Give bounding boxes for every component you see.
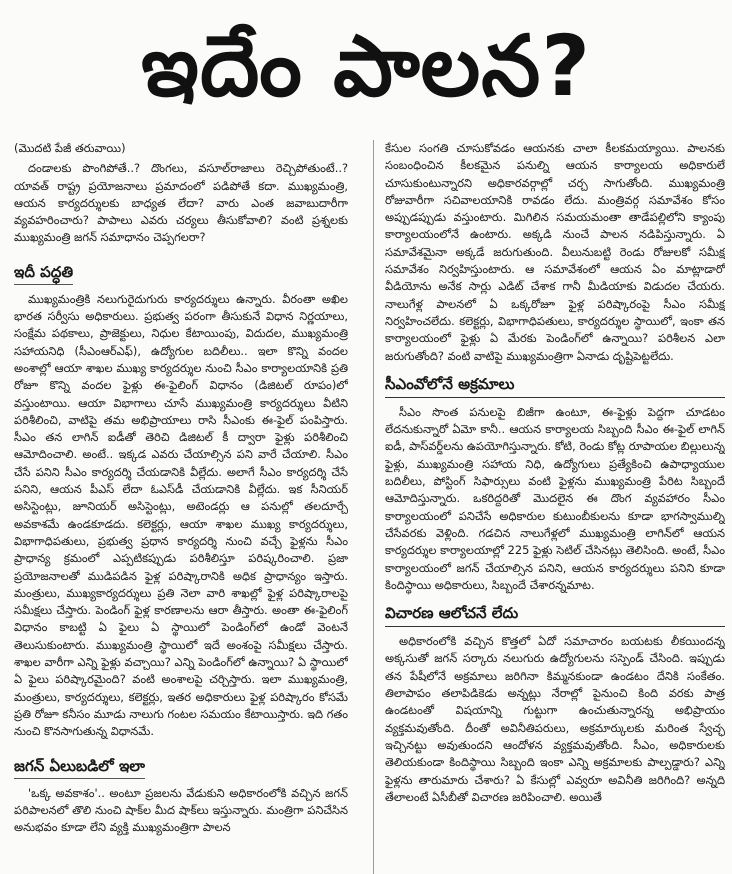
left-column (14, 140, 348, 874)
cmo-irregularities-paragraph: సీఎం సొంత పనులపై బిజీగా ఉంటూ, ఈ-ఫైళ్లు పెద్దగా చూడటం లేదనుకున్నారో ఏమో కానీ.. ఆయన కార్యాలయ సిబ్బంది సీఎం ఈ-ఫైల్ లాగిన్ ఐడీ, పాస్‌వర్డ్‌లను ఉపయోగిస్తున్నారు. కోటి, రెండు కోట్ల రూపాయల బిల్లులున్న ఫైళ్లు, ముఖ్యమంత్రి సహాయ నిధి, ఉద్యోగులు ప్రత్యేకించి ఉపాధ్యాయుల బదిలీలు, పోస్టింగ్ సిఫార్సులు వంటి ఫైళ్లను ముఖ్యమంత్రి పేరిట సిబ్బందే ఆమోదిస్తున్నారు. ఒకరిద్దరితో మొదలైన ఈ దొంగ వ్యవహారం సీఎం కార్యాలయంలో పనిచేసే అధికారుల కుటుంబీకులను కూడా భాగస్వాముల్ని చేసేవరకు వెళ్లింది. గడచిన నాలుగేళ్లలో ముఖ్యమంత్రి లాగిన్‌లో ఆయన కార్యదర్శుల కార్యాలయాల్లో 225 ఫైళ్లు సెటిల్ చేసినట్లు తెలిసింది. అంటే, సీఎం కార్యాలయంలో జగన్ చేయాల్సిన పనిని, ఆయన కార్యదర్శులు పనిని కూడా కిందిస్థాయి అధికారులు, సిబ్బందే చేశారన్నమాట. (385, 404, 725, 592)
section-heading-method: ఇదీ పద్ధతి (14, 261, 73, 285)
intro-paragraph: దండాలకు పొంగిపోతే..? దొంగలు, వసూల్‌రాజాలు రెచ్చిపోతుంటే..? యావత్ రాష్ట్ర ప్రయోజనాలు ప్రమాదంలో పడిపోతే కదా. ముఖ్యమంత్రి, ఆయన కార్యదర్శులకు బాధ్యత లేదా? వారు ఎంత జవాబుదారీగా వ్యవహరించారు? పాపాలు ఎవరు చర్యలు తీసుకోవాలి? వంటి ప్రశ్నలకు ముఖ్యమంత్రి జగన్ సమాధానం చెప్పగలరా? (14, 161, 348, 245)
section-heading-cmo-irregularities: సీఎంవోలోనే అక్రమాలు (385, 373, 725, 398)
headline: ఇదేం పాలన? (141, 17, 591, 115)
section-heading-no-inquiry: విచారణ ఆలోచనే లేదు (385, 602, 725, 627)
right-column (385, 140, 725, 874)
column-divider (373, 140, 374, 874)
jagan-rule-paragraph: 'ఒక్క అవకాశం'.. అంటూ ప్రజలను వేడుకుని అధికారంలోకి వచ్చిన జగన్ పరిపాలనలో తొలి నుంచి షాక్‌ల మీద షాక్‌లు ఇస్తున్నారు. మంత్రిగా పనిచేసిన అనుభవం కూడా లేని వ్యక్తి ముఖ్యమంత్రిగా పాలన (14, 785, 348, 835)
section-heading-jagan-rule: జగన్ ఏలుబడిలో ఇలా (14, 755, 145, 779)
continuation-note: (మొదటి పేజీ తరువాయి) (14, 141, 126, 155)
right-paragraph-1: కేసుల సంగతి చూసుకోవడం ఆయనకు చాలా కీలకమయ్యాయి. పాలనకు సంబంధించిన కీలకమైన పనుల్ని ఆయన కార్యాలయ అధికారులే చూసుకుంటున్నారని అధికారవర్గాల్లో చర్చ సాగుతోంది. ముఖ్యమంత్రి రోజువారీగా సచివాలయానికి రావడం లేదు. మంత్రివర్గ సమావేశం కోసం అప్పుడప్పుడు వస్తుంటారు. మిగిలిన సమయమంతా తాడేపల్లిలోని క్యాంపు కార్యాలయంలోనే ఉంటారు. అక్కడి నుంచే పాలన నడిపిస్తున్నారు. ఏ సమావేశమైనా అక్కడే జరుగుతుంది. వీలునుబట్టి రెండు రోజులకో సమీక్ష సమావేశం నిర్వహిస్తుంటారు. ఆ సమావేశంలో ఆయన ఏం మాట్లాడారో వీడియోను అనేక సార్లు ఎడిట్ చేశాక గానీ మీడియాకు విడుదల చేయరు. నాలుగేళ్ల పాలనలో ఏ ఒక్కరోజూ ఫైళ్ల పరిష్కారంపై సీఎం సమీక్ష నిర్వహించలేదు. కలెక్టర్లు, విభాగాధిపతులు, కార్యదర్శుల స్థాయిలో, ఇంకా తన కార్యాలయంలో ఫైళ్లు ఏ మేరకు పెండింగ్‌లో ఉన్నాయి? పరిశీలన ఎలా జరుగుతోంది? వంటి వాటిపై ముఖ్యమంత్రిగా ఏనాడు దృష్టిపెట్టలేదు. (385, 141, 725, 363)
method-paragraph: ముఖ్యమంత్రికి నలుగురైదుగురు కార్యదర్శులు ఉన్నారు. వీరంతా అఖిల భారత సర్వీసు అధికారులు. ప్రభుత్వ పరంగా తీసుకునే విధాన నిర్ణయాలు, సంక్షేమ పథకాలు, ప్రాజెక్టులు, నిధుల కేటాయింపు, విదుదల, ముఖ్యమంత్రి సహాయనిధి (సీఎంఆర్ఎఫ్), ఉద్యోగుల బదిలీలు.. ఇలా కొన్ని వందల అంశాల్లో ఆయా శాఖల ముఖ్య కార్యదర్శుల నుంచి సీఎం కార్యాలయానికి ప్రతి రోజూ కొన్ని వందల ఫైళ్లు ఈ-ఫైలింగ్ విధానం (డిజిటల్ రూపం)లో వస్తుంటాయి. ఆయా విభాగాలు చూసే ముఖ్యమంత్రి కార్యదర్శులు వీటిని పరిశీలించి, వాటిపై తమ అభిప్రాయాలు రాసి సీఎంకు ఈ-ఫైల్ పంపిస్తారు. సీఎం తన లాగిన్ ఐడీతో తెరిచి డిజిటల్ కీ ద్వారా ఫైళ్లు పరిశీలించి ఆమోదించాలి. అంటే.. ఇక్కడ ఎవరు చేయాల్సిన పని వారే చేయాలి. సీఎం చేసే పనిని సీఎం కార్యదర్శి చేయడానికి వీల్లేదు. అలాగే సీఎం కార్యదర్శి చేసే పనిని, ఆయన పీఎస్ లేదా ఓఎస్‌డీ చేయడానికి వీల్లేదు. ఇక సీనియర్ అసిస్టెంట్లు, జూనియర్ అసిస్టెంట్లు, అటెండర్లు ఆ పనుల్లో తలదూర్చే అవకాశమే ఉండకూడదు. కలెక్టర్లు, ఆయా శాఖల ముఖ్య కార్యదర్శులు, విభాగాధిపతులు, ప్రభుత్వ ప్రధాన కార్యదర్శి నుంచి వచ్చే ఫైళ్లను సీఎం ప్రాధాన్య క్రమంలో ఎప్పటికప్పుడు పరిశీలిస్తూ పరిష్కరించాలి. ప్రజా ప్రయోజనాలతో ముడిపడిన ఫైళ్ల పరిష్కారానికి అధిక ప్రాధాన్యం ఇస్తారు. మంత్రులు, ముఖ్యకార్యదర్శులు ప్రతి నెలా వారి శాఖల్లో ఫైళ్ల పరిష్కారాలపై సమీక్షలు చేస్తారు. పెండింగ్ ఫైళ్ల కారణాలను ఆరా తీస్తారు. అంతా ఈ-ఫైలింగ్ విధానం కాబట్టి ఏ ఫైలు ఏ స్థాయిలో పెండింగ్‌లో ఉండో వెంటనే తెలుసుకుంటారు. ముఖ్యమంత్రి స్థాయిలో ఇదే అంశంపై సమీక్షలు చేస్తారు. శాఖల వారీగా ఎన్ని ఫైళ్లు వచ్చాయి? ఎన్ని పెండింగ్‌లో ఉన్నాయి? ఏ స్థాయిలో ఏ ఫైలు పరిష్కారమైంది? వంటి అంశాలపై చర్చిస్తారు. ఇలా ముఖ్యమంత్రి, మంత్రులు, కార్యదర్శులు, కలెక్టర్లు, ఇతర అధికారులు ఫైళ్ల పరిష్కారం కోసమే ప్రతి రోజూ కనీసం మూడు నాలుగు గంటల సమయం కేటాయిస్తారు. ఇది గతం నుంచి కొనసాగుతున్న విధానమే. (14, 291, 348, 739)
no-inquiry-paragraph: అధికారంలోకి వచ్చిన కొత్తలో ఏదో సమాచారం బయటకు లీకయిందన్న అక్కసుతో జగన్ సర్కారు నలుగురు ఉద్యోగులను సస్పెండ్ చేసింది. ఇప్పుడు తన పేషీలోనే అక్రమాలు జరిగినా కిమ్మనకుండా ఉండటం దేనికి సంకేతం. తిలాపాపం తలాపిడికెడు అన్నట్లు నేరాల్లో పైనుంచి కింది వరకు పాత్ర ఉండటంతో విషయాన్ని గుట్టుగా ఉంచుతున్నారన్న అభిప్రాయం వ్యక్తమవుతోంది. దీంతో అవినీతిపరులు, అక్రమార్కులకు మరింత స్వేచ్ఛ ఇచ్చినట్టు అవుతుందని ఆందోళన వ్యక్తమవుతోంది. సీఎం, అధికారులకు తెలియకుండా కిందిస్థాయి సిబ్బంది ఇంకా ఎన్ని అక్రమాలకు పాల్పడ్డారు? ఎన్ని ఫైళ్లను తారుమారు చేశారు? ఏ కేసుల్లో ఎవ్వరూ అవినీతి జరిగింది? అన్నది తేలాలంటే ఏసీబీతో విచారణ జరిపించాలి. అయితే (385, 634, 725, 804)
